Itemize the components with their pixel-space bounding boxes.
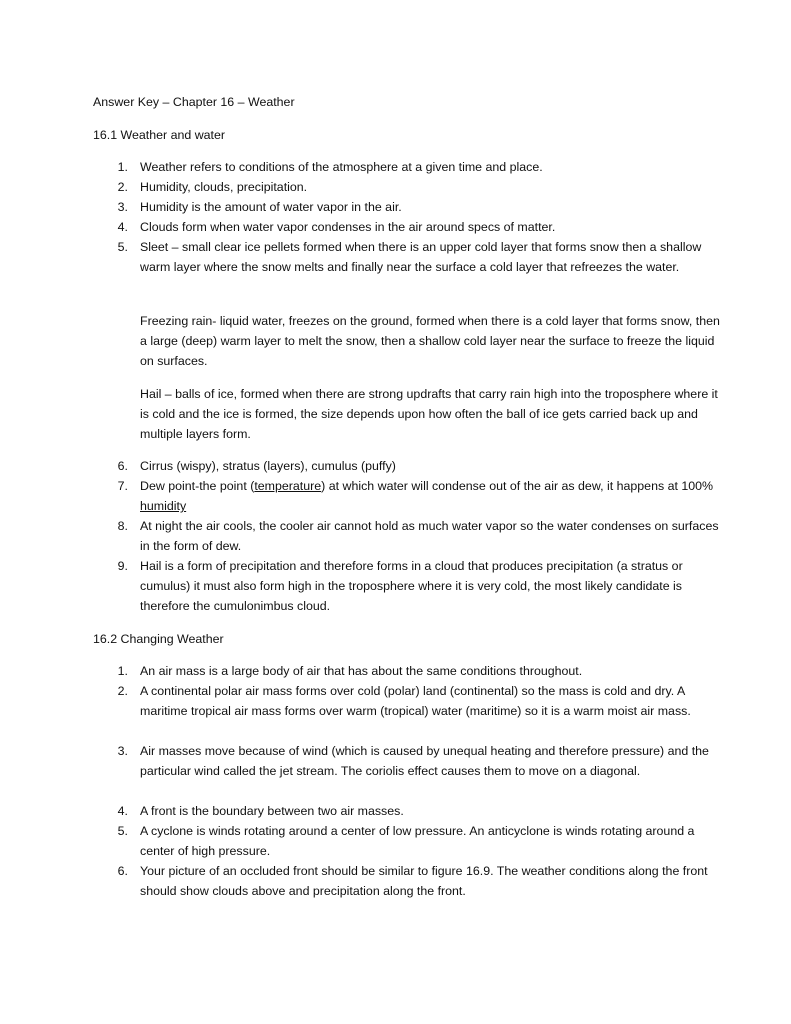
list-number: 5. (117, 240, 128, 254)
list-number: 1. (117, 160, 128, 174)
list-text: Your picture of an occluded front should be similar to figure 16.9. The weather conditions along the front should show clouds above and precipitation along the front. (140, 864, 708, 898)
list-text: Clouds form when water vapor condenses in the air around specs of matter. (140, 220, 556, 234)
list-text: Hail is a form of precipitation and therefore forms in a cloud that produces precipitation (a stratus or cumulus) it must also form high in the troposphere where it is very cold, the most likely candidate is therefore the cumulonimbus cloud. (140, 559, 683, 613)
temperature-link[interactable]: temperature (254, 479, 322, 493)
list-number: 9. (117, 559, 128, 573)
paragraph-freezing-rain: Freezing rain- liquid water, freezes on the ground, formed when there is a cold layer that forms snow, then a large (deep) warm layer to melt the snow, then a shallow cold layer near the surface to freeze the liquid on surfaces. (140, 314, 720, 368)
list-number: 6. (117, 459, 128, 473)
list-text-part: ) at which water will condense out of the air as dew, it happens at 100% (321, 479, 714, 493)
list-text: Cirrus (wispy), stratus (layers), cumulus (puffy) (140, 459, 396, 473)
list-text-part: Dew point-the point ( (140, 479, 255, 493)
list-number: 5. (117, 824, 128, 838)
section-heading-16-1: 16.1 Weather and water (93, 128, 226, 142)
list-text: An air mass is a large body of air that has about the same conditions throughout. (140, 664, 583, 678)
list-text: Humidity, clouds, precipitation. (140, 180, 308, 194)
list-number: 4. (117, 804, 128, 818)
list-text: Weather refers to conditions of the atmosphere at a given time and place. (140, 160, 543, 174)
list-number: 6. (117, 864, 128, 878)
paragraph-hail: Hail – balls of ice, formed when there are strong updrafts that carry rain high into the troposphere where it is cold and the ice is formed, the size depends upon how often the ball of ice gets carried back up and multiple layers form. (140, 387, 718, 441)
list-text: Sleet – small clear ice pellets formed when there is an upper cold layer that forms snow then a shallow warm layer where the snow melts and finally near the surface a cold layer that refreezes the water. (140, 240, 702, 274)
list-number: 2. (117, 180, 128, 194)
list-text: A continental polar air mass forms over cold (polar) land (continental) so the mass is cold and dry. A maritime tropical air mass forms over warm (tropical) water (maritime) so it is a warm moist air mass. (140, 684, 691, 718)
list-number: 2. (117, 684, 128, 698)
list-text: Humidity is the amount of water vapor in the air. (140, 200, 402, 214)
list-text: A cyclone is winds rotating around a center of low pressure. An anticyclone is winds rotating around a center of high pressure. (140, 824, 695, 858)
list-text (140, 476, 730, 516)
list-number: 1. (117, 664, 128, 678)
list-text: A front is the boundary between two air masses. (140, 804, 404, 818)
document-title: Answer Key – Chapter 16 – Weather (93, 95, 295, 109)
list-number: 3. (117, 200, 128, 214)
humidity-link[interactable]: humidity (140, 499, 187, 513)
list-text: Air masses move because of wind (which is caused by unequal heating and therefore pressure) and the particular wind called the jet stream. The coriolis effect causes them to move on a diagonal. (140, 744, 709, 778)
list-text: At night the air cools, the cooler air cannot hold as much water vapor so the water condenses on surfaces in the form of dew. (140, 519, 719, 553)
list-number: 7. (117, 479, 128, 493)
list-number: 4. (117, 220, 128, 234)
list-number: 8. (117, 519, 128, 533)
list-number: 3. (117, 744, 128, 758)
section-heading-16-2: 16.2 Changing Weather (93, 632, 224, 646)
